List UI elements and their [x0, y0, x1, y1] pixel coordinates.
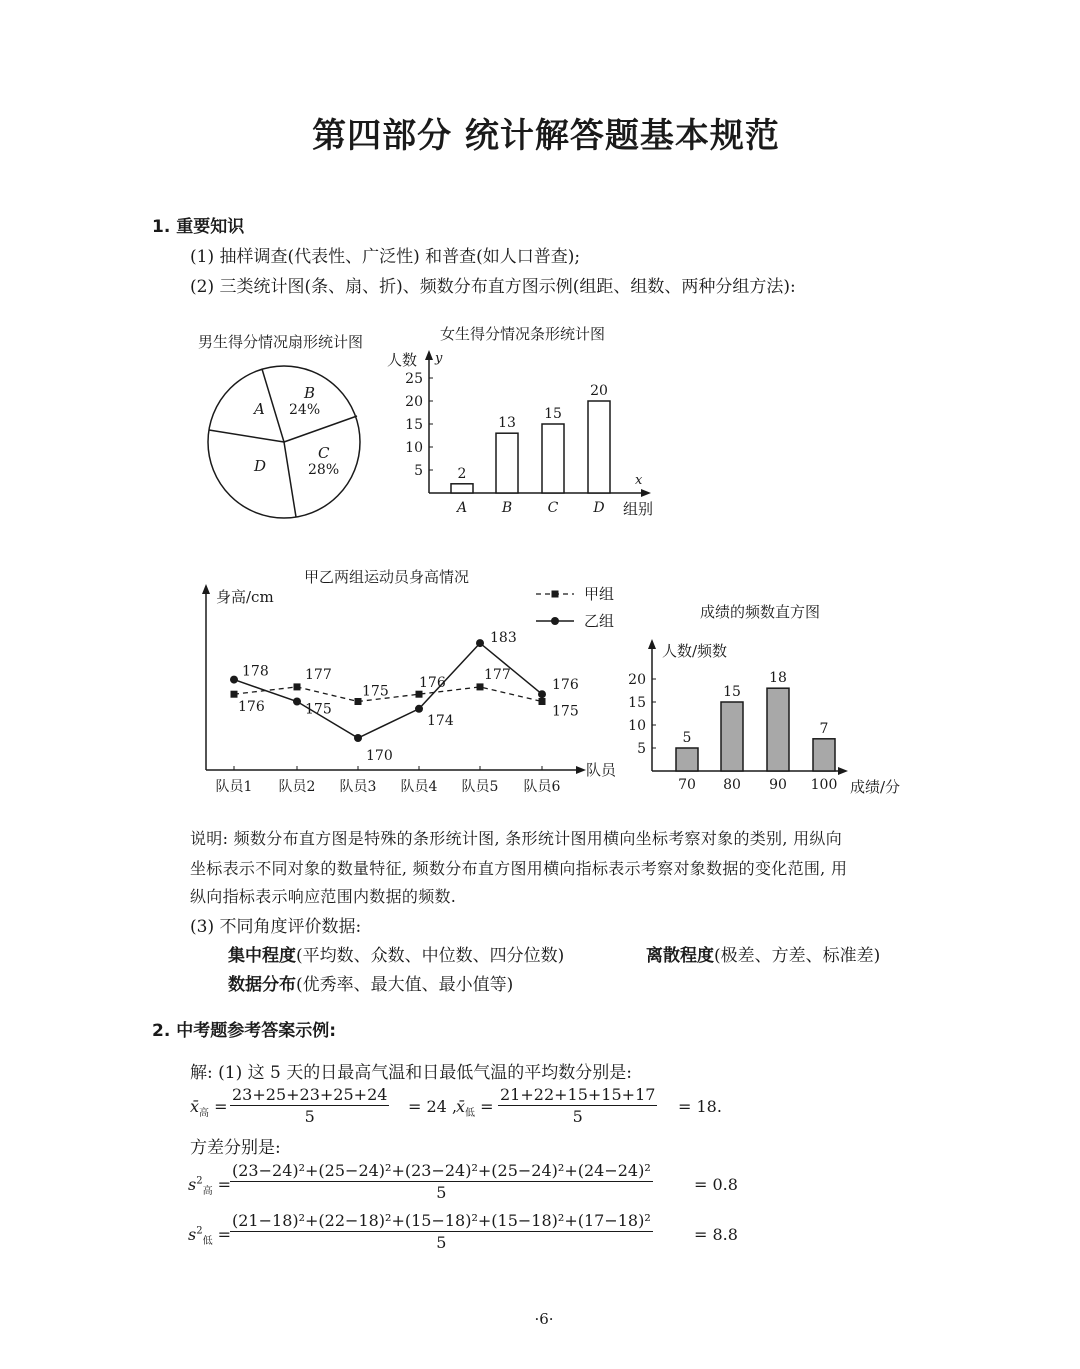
section-1-heading: 1. 重要知识: [152, 217, 245, 237]
bar-y-tick-label: 15: [405, 417, 423, 433]
bar-xlabel: 组别: [623, 500, 654, 518]
bar-xsym: x: [635, 473, 643, 488]
hist-y-tick-label: 15: [628, 695, 646, 711]
eval-spread-text: (极差、方差、标准差): [714, 946, 881, 966]
var-high-numerator: (23−24)²+(25−24)²+(23−24)²+(25−24)²+(24−24)²: [232, 1161, 651, 1180]
var-high-sub: 高: [202, 1186, 213, 1198]
line-x-tick-label: 队员6: [523, 779, 561, 795]
pie-value-c: 28%: [308, 462, 340, 478]
hist-category-label: 90: [769, 777, 787, 793]
bar: [588, 401, 610, 493]
var-high-denominator: 5: [436, 1183, 447, 1202]
bar-data-label: 20: [590, 383, 608, 399]
series-yi-point: [415, 705, 423, 713]
series-jia-point: [294, 683, 301, 690]
item-2: (2) 三类统计图(条、扇、折)、频数分布直方图示例(组距、组数、两种分组方法):: [190, 277, 796, 297]
mean-high-result: = 24 ,: [408, 1097, 458, 1116]
series-yi-point: [230, 676, 238, 684]
var-low-result: = 8.8: [694, 1225, 738, 1244]
hist-category-label: 70: [678, 777, 696, 793]
hist-data-label: 7: [819, 720, 829, 737]
mean-low-numerator: 21+22+15+15+17: [500, 1085, 656, 1104]
bar-y-tick-label: 5: [414, 463, 423, 479]
mean-low-denominator: 5: [572, 1107, 583, 1126]
eval-central: [228, 941, 564, 966]
bar-data-label: 2: [457, 465, 467, 482]
pie-divider-bc: [284, 416, 357, 442]
hist-data-label: 5: [682, 730, 692, 746]
legend-yi-label: 乙组: [584, 612, 615, 630]
histogram-title: 成绩的频数直方图: [700, 603, 821, 621]
bar-y-tick-label: 25: [405, 371, 423, 387]
line-x-tick-label: 队员3: [339, 779, 377, 795]
pie-label-b: B: [304, 384, 316, 402]
series-jia-data-label: 177: [305, 666, 332, 683]
line-x-arrow: [576, 766, 586, 774]
series-jia-point: [231, 691, 238, 698]
mean-high-lhs: $x̄_高$ =: [190, 1097, 228, 1120]
hist-bar: [721, 702, 743, 771]
var-low-denominator: 5: [436, 1233, 447, 1252]
bar-chart: [385, 346, 670, 524]
hist-data-label: 15: [723, 684, 741, 700]
pie-divider-da: [209, 430, 284, 442]
bar-ysym: y: [435, 351, 443, 366]
series-yi-data-label: 176: [552, 677, 579, 694]
note-line-1: 说明: 频数分布直方图是特殊的条形统计图, 条形统计图用横向坐标考察对象的类别, 用纵向: [190, 829, 843, 848]
series-yi-point: [476, 639, 484, 647]
mean-low-fraction: [498, 1085, 657, 1126]
series-yi-data-label: 175: [305, 701, 332, 718]
var-low-numerator: (21−18)²+(22−18)²+(15−18)²+(15−18)²+(17−18)²: [232, 1211, 651, 1230]
var-high-fraction: [230, 1161, 653, 1202]
var-high-symbol: s: [188, 1175, 197, 1194]
page-title: 第四部分 统计解答题基本规范: [312, 116, 780, 156]
hist-y-tick-label: 10: [628, 718, 646, 734]
series-jia-point: [477, 683, 484, 690]
hist-bar: [676, 748, 698, 771]
hist-bar: [767, 688, 789, 771]
item-3: (3) 不同角度评价数据:: [190, 917, 362, 937]
pie-chart: [200, 358, 370, 528]
mean-high-sub: 高: [199, 1108, 210, 1120]
hist-bar: [813, 739, 835, 771]
pie-chart-title: 男生得分情况扇形统计图: [198, 333, 364, 351]
bar-category-label: B: [501, 500, 513, 516]
series-jia-point: [539, 698, 546, 705]
var-low-fraction: [230, 1211, 653, 1252]
bar-category-label: D: [593, 500, 605, 516]
series-jia-data-label: 175: [552, 703, 579, 720]
legend-yi-marker: [551, 617, 559, 625]
eval-dist-text: (优秀率、最大值、最小值等): [296, 975, 514, 995]
series-yi-data-label: 170: [366, 748, 393, 764]
line-xlabel: 队员: [586, 761, 617, 779]
pie-label-a: A: [254, 400, 265, 418]
eval-central-label: 集中程度: [228, 946, 296, 966]
line-ylabel: 身高/cm: [216, 588, 274, 606]
bar-y-arrow: [425, 350, 433, 360]
legend-jia-marker: [552, 591, 559, 598]
hist-y-arrow: [648, 639, 656, 649]
line-y-arrow: [202, 584, 210, 594]
eval-dist-label: 数据分布: [228, 975, 296, 995]
pie-divider-cd: [284, 442, 296, 517]
bar: [451, 484, 473, 493]
section-2-heading: 2. 中考题参考答案示例:: [152, 1021, 337, 1041]
bar-chart-title: 女生得分情况条形统计图: [440, 325, 606, 343]
series-yi-point: [354, 734, 362, 742]
bar: [496, 433, 518, 493]
hist-x-arrow: [838, 767, 848, 775]
solution-line-1: 解: (1) 这 5 天的日最高气温和日最低气温的平均数分别是:: [190, 1063, 632, 1083]
hist-category-label: 100: [810, 777, 838, 793]
var-low-symbol: s: [188, 1225, 197, 1244]
eval-central-text: (平均数、众数、中位数、四分位数): [296, 946, 565, 966]
mean-high-fraction: [230, 1085, 389, 1126]
line-x-tick-label: 队员1: [215, 779, 253, 795]
series-jia-point: [355, 698, 362, 705]
line-chart-title: 甲乙两组运动员身高情况: [304, 568, 470, 586]
eval-spread-label: 离散程度: [646, 946, 714, 966]
hist-y-tick-label: 20: [628, 672, 646, 688]
pie-label-c: C: [318, 444, 330, 462]
hist-data-label: 18: [769, 670, 787, 687]
line-chart: [190, 578, 630, 803]
hist-y-tick-label: 5: [637, 741, 646, 757]
var-high-lhs: $s^2_高$ =: [188, 1175, 232, 1198]
pie-value-b: 24%: [289, 402, 321, 418]
bar-y-tick-label: 10: [405, 440, 423, 456]
bar: [542, 424, 564, 493]
bar-data-label: 13: [498, 415, 516, 432]
series-yi-point: [293, 698, 301, 706]
line-x-tick-label: 队员5: [461, 779, 499, 795]
mean-low-lhs: $x̄_低$ =: [456, 1097, 494, 1120]
bar-category-label: A: [456, 500, 468, 516]
mean-high-numerator: 23+25+23+25+24: [232, 1085, 388, 1104]
series-jia-data-label: 177: [484, 666, 511, 683]
bar-x-arrow: [641, 489, 651, 497]
series-yi-data-label: 178: [242, 663, 269, 680]
hist-ylabel: 人数/频数: [662, 642, 728, 660]
line-x-tick-label: 队员4: [400, 779, 438, 795]
note-line-2: 坐标表示不同对象的数量特征, 频数分布直方图用横向指标表示考察对象数据的变化范围, 用: [190, 859, 848, 878]
var-low-sub: 低: [202, 1236, 213, 1248]
legend-jia-label: 甲组: [584, 585, 615, 603]
series-jia-point: [416, 691, 423, 698]
bar-ylabel: 人数: [387, 351, 418, 369]
bar-data-label: 15: [544, 406, 562, 422]
var-low-lhs: $s^2_低$ =: [188, 1225, 232, 1248]
eval-spread: [646, 941, 880, 966]
pie-divider-ab: [262, 369, 284, 442]
mean-high-denominator: 5: [304, 1107, 315, 1126]
series-jia-data-label: 176: [419, 675, 446, 692]
mean-low-symbol: x̄: [456, 1097, 466, 1116]
series-yi-data-label: 183: [490, 630, 517, 647]
bar-category-label: C: [547, 500, 559, 516]
item-1: (1) 抽样调查(代表性、广泛性) 和普查(如人口普查);: [190, 247, 581, 267]
eval-distribution: [228, 970, 513, 995]
bar-y-tick-label: 20: [405, 394, 423, 410]
series-jia-data-label: 176: [238, 699, 265, 716]
var-high-result: = 0.8: [694, 1175, 738, 1194]
line-x-tick-label: 队员2: [278, 779, 316, 795]
series-yi-point: [538, 690, 546, 698]
hist-xlabel: 成绩/分: [850, 778, 901, 796]
page-number: ·6·: [534, 1310, 554, 1328]
variance-label: 方差分别是:: [190, 1138, 281, 1158]
hist-category-label: 80: [723, 777, 741, 793]
mean-high-symbol: x̄: [190, 1097, 200, 1116]
mean-low-sub: 低: [465, 1108, 476, 1120]
pie-label-d: D: [254, 457, 267, 475]
histogram: [620, 636, 920, 802]
note-line-3: 纵向指标表示响应范围内数据的频数.: [190, 887, 457, 906]
series-jia-data-label: 175: [362, 683, 389, 700]
mean-low-result: = 18.: [678, 1097, 722, 1116]
series-yi-data-label: 174: [427, 712, 454, 729]
